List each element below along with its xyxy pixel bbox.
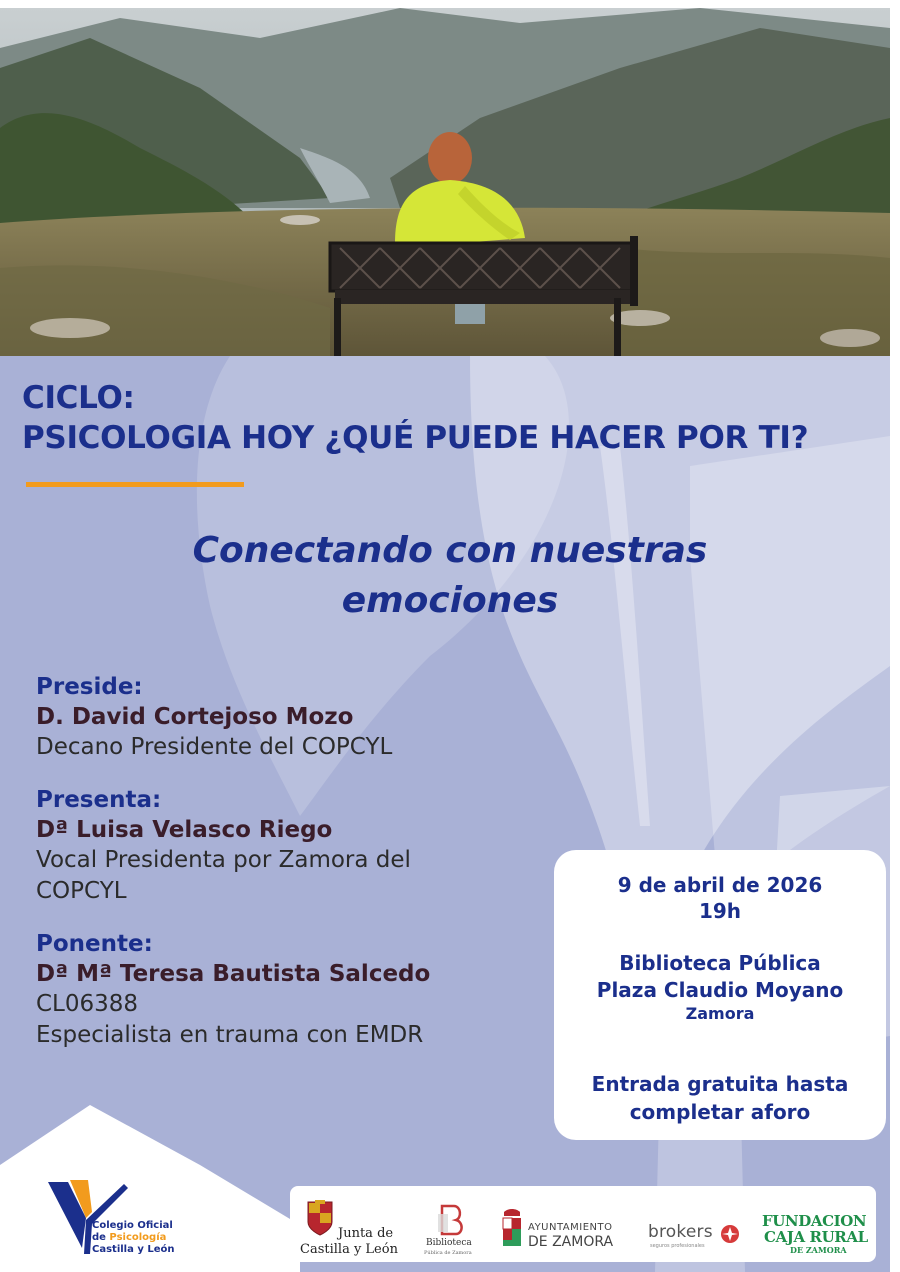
talk-title-line1: Conectando con nuestras xyxy=(192,530,708,571)
organizer-line1: Colegio Oficial xyxy=(92,1220,173,1231)
sponsor-biblioteca xyxy=(422,1186,480,1262)
junta-shield-icon xyxy=(306,1200,334,1236)
participant-license: CL06388 xyxy=(36,991,139,1017)
brokers-flower-icon xyxy=(720,1224,740,1244)
page-edge xyxy=(890,0,900,1272)
organizer-line3: Castilla y León xyxy=(92,1244,175,1255)
event-entry-note xyxy=(564,1070,876,1126)
participant-description: Decano Presidente del COPCYL xyxy=(36,734,393,760)
sponsor-fundacion-caja-rural xyxy=(760,1186,872,1262)
ayuntamiento-line2: DE ZAMORA xyxy=(528,1234,614,1250)
cycle-label: CICLO: xyxy=(22,380,135,416)
ayuntamiento-crest-icon xyxy=(500,1206,524,1252)
participant-description: COPCYL xyxy=(36,878,127,904)
fundacion-line3: DE ZAMORA xyxy=(790,1245,847,1255)
biblioteca-b-icon xyxy=(436,1204,466,1236)
event-city: Zamora xyxy=(685,1004,755,1023)
fundacion-line1: FUNDACION xyxy=(762,1212,867,1230)
event-address: Plaza Claudio Moyano xyxy=(596,978,844,1002)
junta-line1: Junta de xyxy=(338,1226,394,1241)
brokers-name: brokers xyxy=(648,1222,713,1242)
participant-role: Ponente: xyxy=(36,931,153,957)
accent-divider xyxy=(26,482,244,487)
participant-preside xyxy=(36,672,556,763)
talk-title-line2: emociones xyxy=(341,580,559,621)
entry-line1: Entrada gratuita hasta xyxy=(591,1072,849,1096)
fundacion-line2: CAJA RURAL xyxy=(764,1228,868,1246)
sponsor-junta xyxy=(298,1186,416,1262)
organizer-name xyxy=(92,1220,174,1256)
landscape-photo-illustration xyxy=(0,8,890,356)
participant-name: Dª Mª Teresa Bautista Salcedo xyxy=(36,961,431,987)
participant-role: Preside: xyxy=(36,674,143,700)
cycle-title xyxy=(22,378,808,458)
header-photo xyxy=(0,8,890,356)
cycle-name: PSICOLOGIA HOY ¿QUÉ PUEDE HACER POR TI? xyxy=(22,420,809,456)
brokers-tagline: seguros profesionales xyxy=(650,1243,705,1249)
participant-role: Presenta: xyxy=(36,787,162,813)
junta-line2: Castilla y León xyxy=(300,1242,398,1257)
biblioteca-line2: Pública de Zamora xyxy=(424,1250,472,1256)
participant-name: Dª Luisa Velasco Riego xyxy=(36,817,333,843)
ayuntamiento-line1: AYUNTAMIENTO xyxy=(528,1222,613,1233)
participant-name: D. David Cortejoso Mozo xyxy=(36,704,354,730)
participant-description: Especialista en trauma con EMDR xyxy=(36,1022,424,1048)
event-time: 19h xyxy=(698,899,742,923)
event-date: 9 de abril de 2026 xyxy=(617,873,823,897)
organizer-line2 xyxy=(92,1232,174,1244)
organizer-line2-highlight: Psicología xyxy=(109,1232,167,1243)
participant-ponente xyxy=(36,929,556,1051)
sponsors-bar xyxy=(290,1186,876,1262)
organizer-line2-prefix: de xyxy=(92,1232,110,1243)
event-venue: Biblioteca Pública xyxy=(619,951,821,975)
event-info-card xyxy=(554,850,886,1140)
sponsor-brokers xyxy=(644,1186,740,1262)
entry-line2: completar aforo xyxy=(629,1100,811,1124)
talk-title xyxy=(100,526,800,626)
participants xyxy=(36,672,556,1051)
sponsor-ayuntamiento xyxy=(496,1186,616,1262)
participant-presenta xyxy=(36,785,556,907)
participant-description: Vocal Presidenta por Zamora del xyxy=(36,847,411,873)
biblioteca-line1: Biblioteca xyxy=(426,1238,472,1248)
